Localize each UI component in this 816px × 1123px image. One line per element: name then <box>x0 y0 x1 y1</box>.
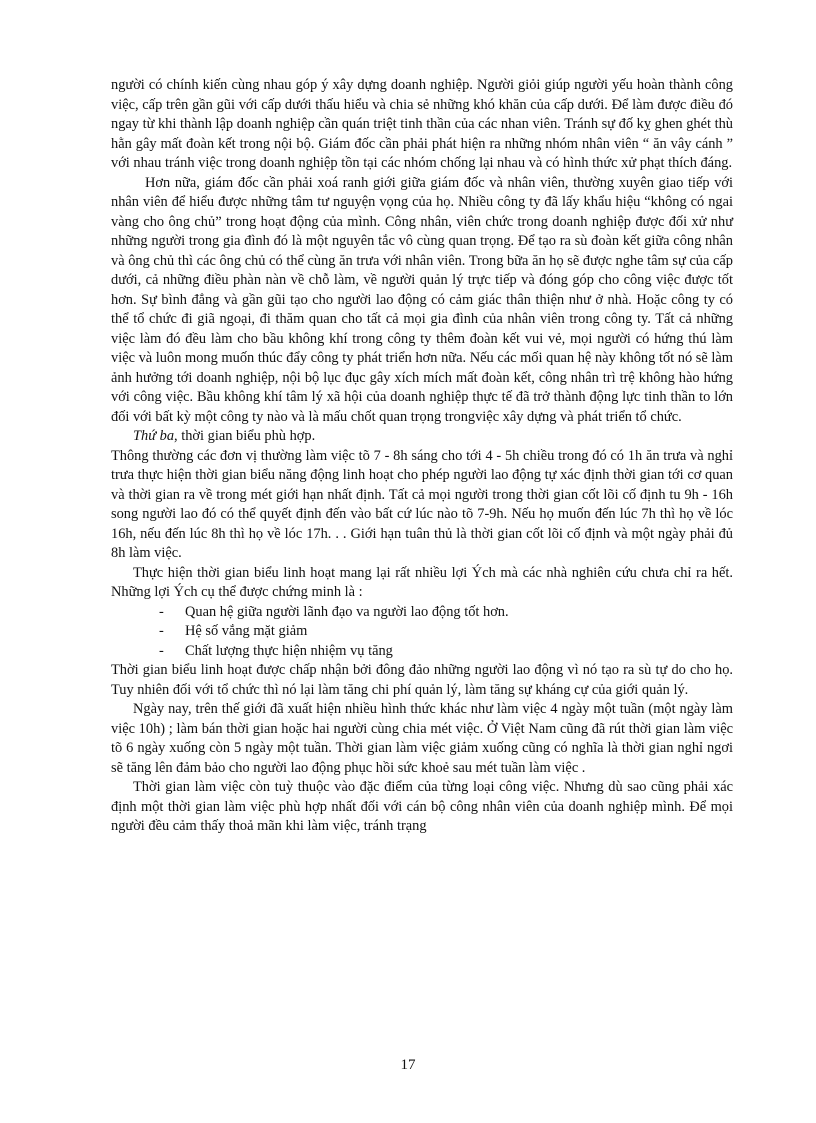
paragraph-flexible-acceptance: Thời gian biểu linh hoạt được chấp nhận bởi đông đảo những người lao động vì nó tạo ra sù tự do cho họ. Tuy nhiên đối với tổ chức thì nó lại làm tăng chi phí quản lý, làm tăng sự kháng cự của giới quản lý. <box>111 662 733 698</box>
paragraph-solidarity: người có chính kiến cùng nhau góp ý xây dựng doanh nghiệp. Người giỏi giúp người yếu hoàn thành công việc, cấp trên gần gũi với cấp dưới thấu hiểu và chia sẻ những khó khăn của cấp dưới. Để làm được điều đó ngay từ khi thành lập doanh nghiệp cần quán triệt tinh thần của các nhan viên. Tránh sự đố kỵ ghen ghét thù hằn gây mất đoàn kết trong nội bộ. Giám đốc cần phải phát hiện ra những nhóm nhân viên “ ăn vây cánh ” với nhau tránh việc trong doanh nghiệp tồn tại các nhóm chống lại nhau và có hình thức xử phạt thích đáng. <box>111 77 733 171</box>
paragraph-third-point <box>111 427 733 447</box>
list-item <box>159 603 733 623</box>
list-item <box>159 642 733 662</box>
list-dash: - <box>159 642 164 659</box>
list-item-text: Chất lượng thực hiện nhiệm vụ tăng <box>185 642 393 659</box>
paragraph-manager-relations: Hơn nữa, giám đốc cần phải xoá ranh giới giữa giám đốc và nhân viên, thường xuyên giao tiếp với nhân viên để hiểu được những tâm tư nguyện vọng của họ. Nhiều công ty đã lấy khẩu hiệu “không có ngai vàng cho ông chủ” trong hoạt động của mình. Công nhân, viên chức trong doanh nghiệp được đối xử như những người trong gia đình đó là một nguyên tắc vô cùng quan trọng. Để tạo ra sù đoàn kết giữa công nhân và ông chủ thì các ông chủ có thể cùng ăn trưa với nhân viên. Trong bữa ăn họ sẽ được nghe tâm sự của cấp dưới, cả những điều phàn nàn về chỗ làm, về người quản lý trực tiếp và đóng góp cho công việc được tốt hơn. Sự bình đẳng và gần gũi tạo cho người lao động có cảm giác thân thiện như ở nhà. Hoặc công ty có thể tổ chức đi giã ngoại, đi thăm quan cho tất cả mọi gia đình của nhân viên trong công ty. Tất cả những việc làm đó đều làm cho bầu không khí trong công ty thêm đoàn kết vui vẻ, mọi người có hứng thú làm việc và luôn mong muốn thúc đẩy công ty phát triển hơn nữa. Nếu các mối quan hệ này không tốt nó sẽ làm ảnh hưởng tới doanh nghiệp, nội bộ lục đục gây xích mích mất đoàn kết, công nhân trì trệ không hào hứng với công việc. Bầu không khí tâm lý xã hội của doanh nghiệp thực tế đã trở thành động lực tinh thần to lớn đối với bất kỳ một công ty nào và là mấu chốt quan trọng trongviệc xây dựng và phát triển tổ chức. <box>111 174 733 425</box>
list-item-text: Hệ số vắng mặt giảm <box>185 623 308 639</box>
paragraph-flexible-benefits: Thực hiện thời gian biểu linh hoạt mang lại rất nhiều lợi Ých mà các nhà nghiên cứu chưa chỉ ra hết. Những lợi Ých cụ thể được chứng minh là : <box>111 564 733 600</box>
paragraph-job-dependence: Thời gian làm việc còn tuỳ thuộc vào đặc điểm của từng loại công việc. Nhưng dù sao cũng phải xác định một thời gian làm việc phù hợp nhất đối với cán bộ công nhân viên của doanh nghiệp mình. Để mọi người đều cảm thấy thoả mãn khi làm việc, tránh trạng <box>111 779 733 834</box>
list-dash: - <box>159 603 164 620</box>
paragraph-working-hours: Thông thường các đơn vị thường làm việc tõ 7 - 8h sáng cho tới 4 - 5h chiều trong đó có 1h ăn trưa và nghỉ trưa thực hiện thời gian biểu năng động linh hoạt cho phép người lao động tự xác định thời gian tới cơ quan và thời gian ra về trong mét giới hạn nhất định. Tất cả mọi người trong thời gian cốt lõi cố định tu 9h - 16h song người lao đó có thể quyết định đến vào bất cứ lúc nào tõ 7-9h. Nếu họ muốn đến lúc 7h thì họ về lóc 16h, nếu đến lúc 8h thì họ về lóc 17h. . . Giới hạn tuân thủ là thời gian cốt lõi cố định và một ngày phải đủ 8h làm việc. <box>111 447 733 561</box>
third-point-label: Thứ ba <box>133 428 175 444</box>
document-body <box>111 76 733 837</box>
paragraph-new-forms: Ngày nay, trên thế giới đã xuất hiện nhiều hình thức khác như làm việc 4 ngày một tuần (một ngày làm việc 10h) ; làm bán thời gian hoặc hai người cùng chia mét việc. Ở Việt Nam cũng đã rút thời gian làm việc tõ 6 ngày xuống còn 5 ngày một tuần. Thời gian làm việc giảm xuống cũng có nghĩa là thời gian nghỉ ngơi sẽ tăng lên đảm bảo cho người lao động phục hồi sức khoẻ sau mét tuần làm việc . <box>111 701 733 776</box>
benefits-list <box>111 603 733 662</box>
list-item <box>159 622 733 642</box>
list-item-text: Quan hệ giữa người lãnh đạo va người lao động tốt hơn. <box>185 603 509 620</box>
third-point-text: , thời gian biểu phù hợp. <box>174 428 316 444</box>
page-number: 17 <box>400 1057 416 1073</box>
list-dash: - <box>159 623 164 639</box>
